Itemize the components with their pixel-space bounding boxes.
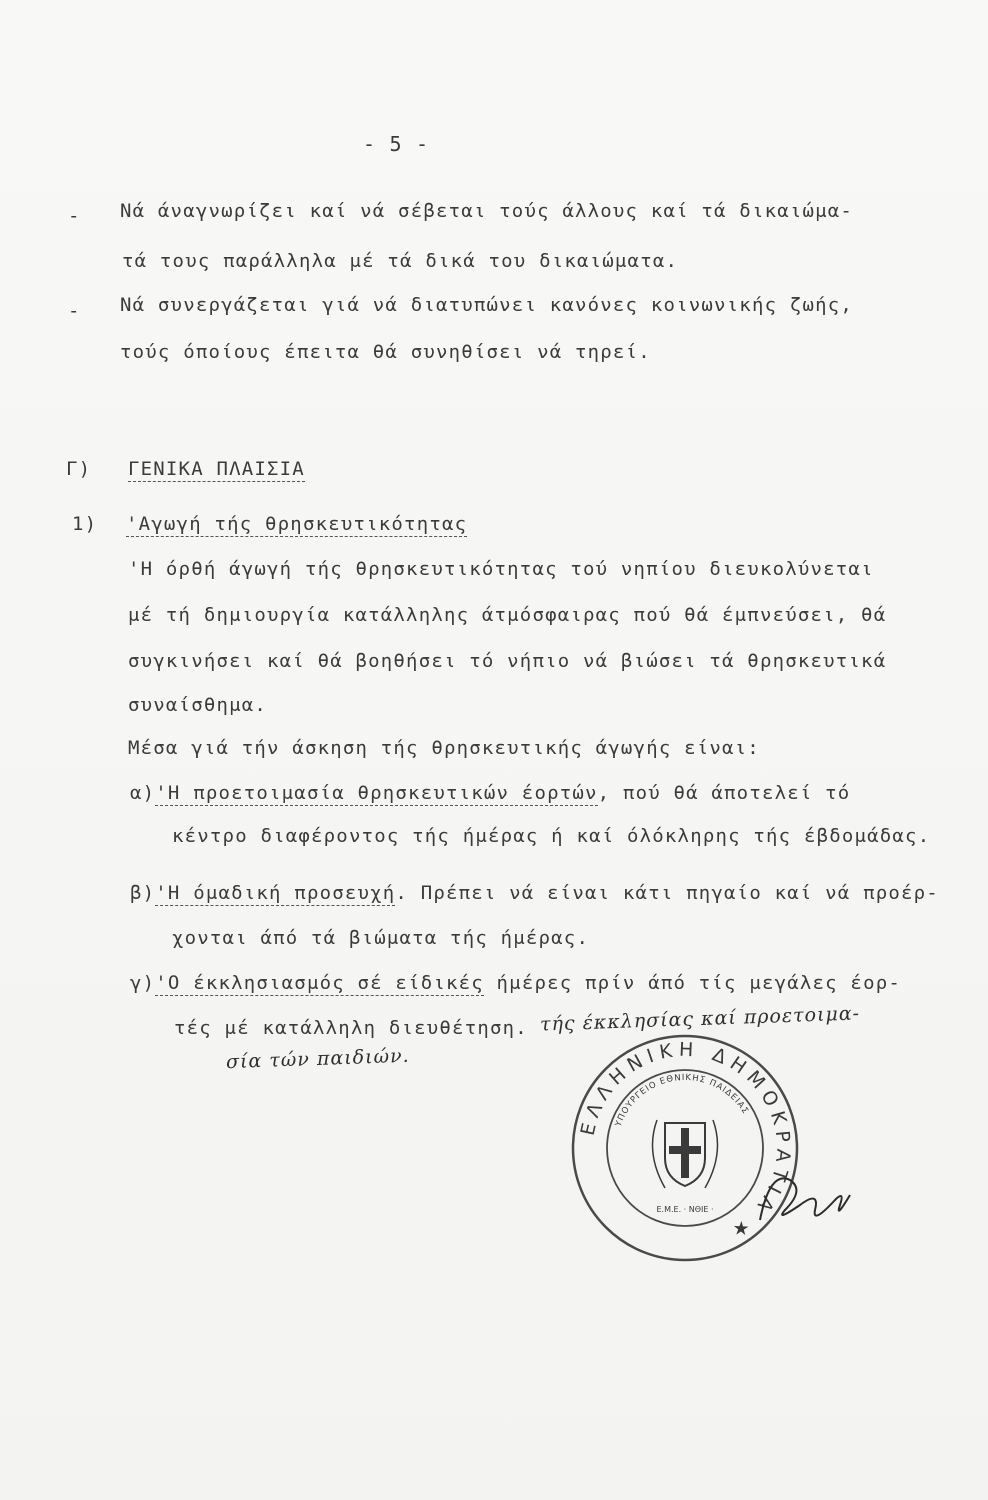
paragraph-line: συναίσθημα. [128,694,268,716]
item-text: . Πρέπει νά είναι κάτι πηγαίο καί νά προέρ- [395,882,939,904]
item-continuation: χονται άπό τά βιώματα τής ήμέρας. [172,927,590,949]
bullet-text-line: τά τους παράλληλα μέ τά δικά του δικαιώματα. [122,250,679,272]
section-letter: Γ) [66,458,92,480]
handwritten-note: τής έκκλησίας καί προετοιμα- [539,1002,861,1036]
means-intro: Μέσα γιά τήν άσκηση τής θρησκευτικής άγωγής είναι: [128,737,760,759]
svg-text:Ε.Μ.Ε. · ΝΘΙΕ ·: Ε.Μ.Ε. · ΝΘΙΕ · [656,1205,714,1214]
item-label: α) [130,782,156,804]
item-underlined-text: 'Η προετοιμασία θρησκευτικών έορτών [155,782,598,804]
item-text: , πού θά άποτελεί τό [597,782,851,804]
item-label: β) [130,882,156,904]
subsection-number: 1) [72,513,98,535]
bullet-dash: - [68,205,80,227]
svg-text:ΥΠΟΥΡΓΕΙΟ ΕΘΝΙΚΗΣ ΠΑΙΔΕΙΑΣ: ΥΠΟΥΡΓΕΙΟ ΕΘΝΙΚΗΣ ΠΑΙΔΕΙΑΣ [613,1072,751,1129]
bullet-text-line: τούς όποίους έπειτα θά συνηθίσει νά τηρεί. [120,341,651,363]
signature [750,1150,860,1240]
page-number: - 5 - [363,132,430,156]
bullet-dash: - [68,300,80,322]
svg-text:ΕΛΛΗΝΙΚΗ ΔΗΜΟΚΡΑΤΙΑ ★: ΕΛΛΗΝΙΚΗ ΔΗΜΟΚΡΑΤΙΑ ★ [576,1038,795,1246]
list-item [130,882,939,904]
list-item [130,972,901,994]
paragraph-line: μέ τή δημιουργία κατάλληλης άτμόσφαιρας πού θά έμπνεύσει, θά [128,604,887,626]
item-text: ήμέρες πρίν άπό τίς μεγάλες έορ- [483,972,901,994]
paragraph-line: 'Η όρθή άγωγή τής θρησκευτικότητας τού νηπίου διευκολύνεται [128,558,874,580]
item-continuation: τές μέ κατάλληλη διευθέτηση. [174,1017,528,1039]
handwritten-note: σία τών παιδιών. [225,1044,410,1074]
section-title: ΓΕΝΙΚΑ ΠΛΑΙΣΙΑ [128,458,305,480]
list-item [130,782,850,804]
paragraph-line: συγκινήσει καί θά βοηθήσει τό νήπιο νά βιώσει τά θρησκευτικά [128,650,887,672]
bullet-text-line: Νά άναγνωρίζει καί νά σέβεται τούς άλλους καί τά δικαιώμα- [120,200,854,222]
bullet-text-line: Νά συνεργάζεται γιά νά διατυπώνει κανόνες κοινωνικής ζωής, [120,294,854,316]
item-underlined-text: 'Η όμαδική προσευχή [155,882,396,904]
item-label: γ) [130,972,156,994]
subsection-title: 'Αγωγή τής θρησκευτικότητας [126,513,468,535]
item-underlined-text: 'Ο έκκλησιασμός σέ είδικές [155,972,484,994]
item-continuation: κέντρο διαφέροντος τής ήμέρας ή καί όλόκληρης τής έβδομάδας. [172,825,931,847]
